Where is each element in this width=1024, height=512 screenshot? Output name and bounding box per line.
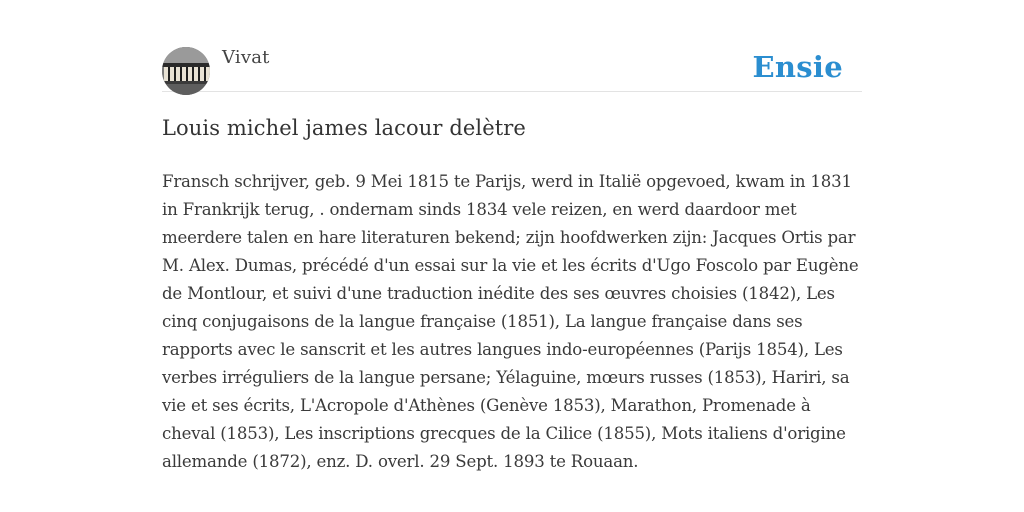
author-avatar[interactable]	[162, 47, 210, 95]
article-card	[162, 46, 862, 471]
article-header	[162, 46, 862, 92]
typewriter-keys-avatar-icon	[162, 47, 210, 95]
article-body: Fransch schrijver, geb. 9 Mei 1815 te Parijs, werd in Italië opgevoed, kwam in 1831 in Frankrijk terug, . ondernam sinds 1834 vele reizen, en werd daardoor met meerdere talen en hare literaturen bekend; zijn hoofdwerken zijn: Jacques Ortis par M. Alex. Dumas, précédé d'un essai sur la vie et les écrits d'Ugo Foscolo par Eugène de Montlour, et suivi d'une traduction inédite des ses œuvres choisies (1842), Les cinq conjugaisons de la langue française (1851), La langue française dans ses rapports avec le sanscrit et les autres langues indo-européennes (Parijs 1854), Les verbes irréguliers de la langue persane; Yélaguine, mœurs russes (1853), Hariri, sa vie et ses écrits, L'Acropole d'Athènes (Genève 1853), Marathon, Promenade à cheval (1853), Les inscriptions grecques de la Cilice (1855), Mots italiens d'origine allemande (1872), enz. D. overl. 29 Sept. 1893 te Rouaan.	[162, 172, 859, 471]
author-name[interactable]: Vivat	[222, 47, 270, 68]
article-title: Louis michel james lacour delètre	[162, 116, 526, 140]
brand-logo[interactable]: Ensie	[752, 50, 843, 84]
